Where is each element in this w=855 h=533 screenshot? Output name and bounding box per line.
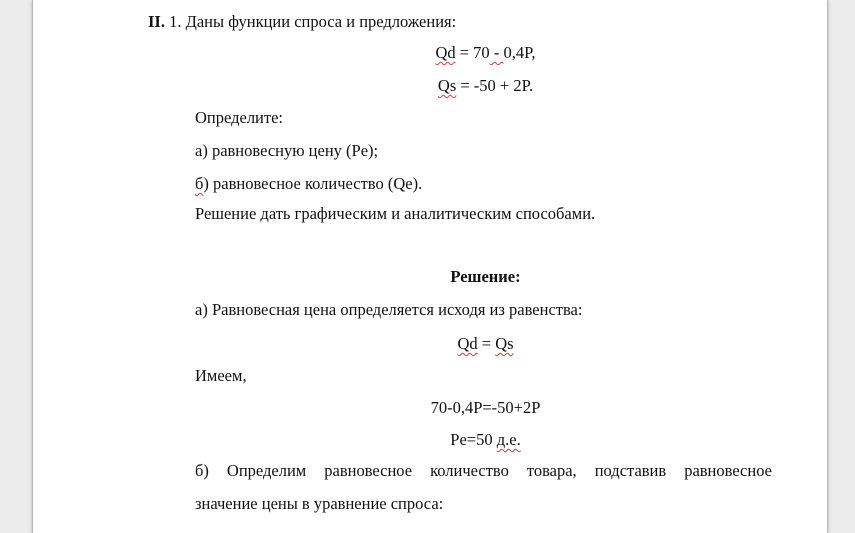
balance-equals: = [477, 334, 496, 353]
instructions: Решение дать графическим и аналитическим способами. [195, 204, 596, 223]
result-equation [33, 430, 855, 450]
problem-number: II. [148, 12, 165, 31]
result-value: Pe=50 [450, 430, 497, 449]
qs-symbol: Qs [437, 76, 457, 95]
calc-equation: 70-0,4P=-50+2P [430, 398, 541, 417]
qd-symbol: Qd [435, 43, 456, 62]
solution-a: а) Равновесная цена определяется исходя из равенства: [195, 300, 583, 319]
solution-b-line1: б) Определим равновесное количество товара, подставив равновесное [195, 461, 772, 480]
demand-equation [33, 43, 855, 63]
solution-title: Решение: [450, 267, 521, 286]
task-a: а) равновесную цену (Pe); [195, 141, 379, 160]
result-unit: д.е. [496, 430, 521, 449]
balance-equation [33, 334, 855, 354]
task-b-prefix: б [195, 174, 204, 193]
document-page [32, 0, 828, 533]
demand-coefficient: 0,4P, [503, 43, 536, 62]
balance-qs: Qs [495, 334, 514, 353]
supply-equation-rest: = -50 + 2P. [456, 76, 534, 95]
demand-equation-part: = 70 [455, 43, 490, 62]
solution-b-line2: значение цены в уравнение спроса: [195, 494, 444, 513]
problem-statement: 1. Даны функции спроса и предложения: [164, 12, 457, 31]
demand-minus-sign: - [489, 43, 504, 62]
supply-equation [33, 76, 855, 96]
we-have: Имеем, [195, 366, 247, 385]
task-b [195, 174, 422, 194]
determine-label: Определите: [195, 108, 284, 127]
balance-qd: Qd [457, 334, 478, 353]
problem-heading [148, 12, 456, 32]
task-b-text: ) равновесное количество (Qe). [203, 174, 423, 193]
